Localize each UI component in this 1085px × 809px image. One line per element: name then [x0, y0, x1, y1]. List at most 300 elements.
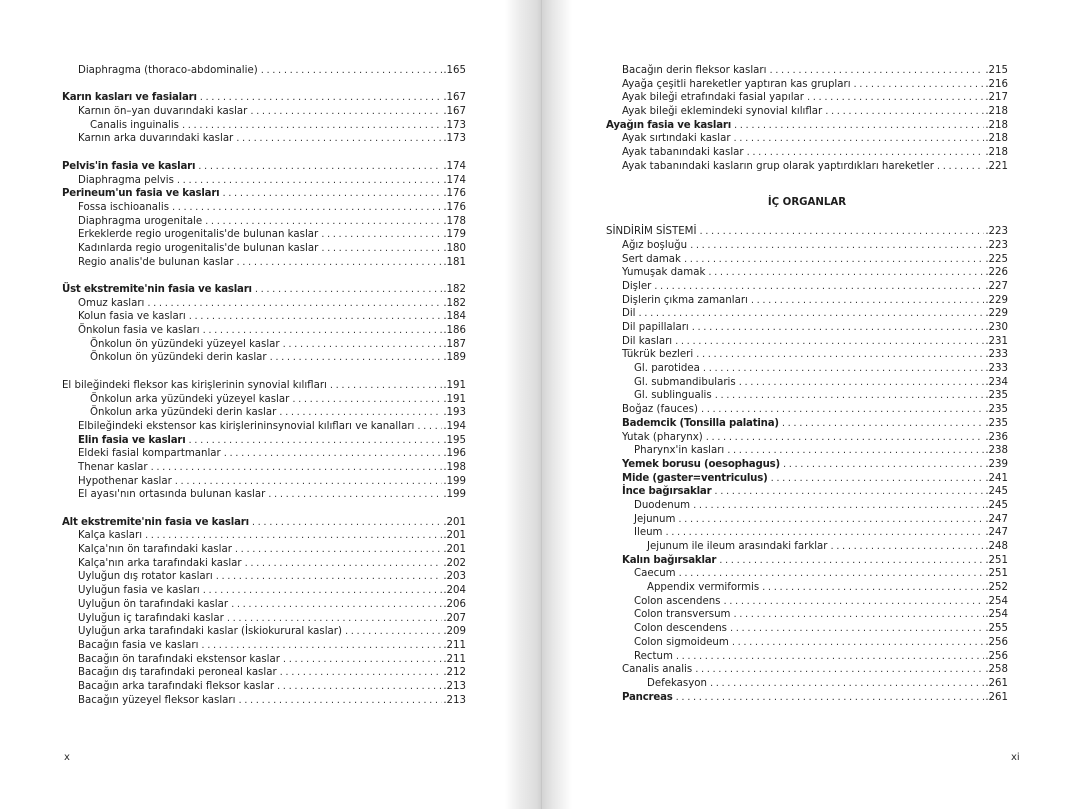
toc-entry-page: .182	[443, 284, 466, 295]
toc-entry-title: Önkolun arka yüzündeki derin kaslar	[90, 407, 277, 419]
toc-entry[interactable]	[606, 146, 1008, 160]
toc-entry-page: .226	[985, 267, 1008, 279]
dot-leader	[733, 608, 984, 622]
toc-entry[interactable]	[62, 174, 466, 188]
toc-entry[interactable]	[62, 215, 466, 229]
toc-entry[interactable]	[606, 253, 1008, 267]
toc-entry-page: .195	[443, 434, 466, 446]
page-number-right: xi	[1011, 752, 1020, 763]
toc-entry-title: Üst ekstremite'nin fasia ve kasları	[62, 284, 252, 295]
toc-entry[interactable]	[606, 362, 1008, 376]
toc-entry-page: .202	[443, 557, 466, 569]
dot-leader	[227, 612, 442, 626]
dot-leader	[715, 389, 985, 403]
toc-entry-page: .218	[985, 119, 1008, 131]
dot-leader	[937, 160, 984, 174]
toc-entry-page: .198	[443, 461, 466, 473]
toc-entry-page: .254	[985, 595, 1008, 607]
toc-entry[interactable]	[62, 297, 466, 311]
toc-entry[interactable]	[606, 677, 1008, 691]
dot-leader	[205, 215, 442, 229]
toc-entry-title: Thenar kaslar	[78, 461, 148, 473]
toc-entry-title: Bacağın arka tarafındaki fleksor kaslar	[78, 680, 275, 692]
dot-leader	[345, 625, 442, 639]
toc-entry-page: .191	[443, 379, 466, 391]
toc-entry-title: Kalça kasları	[78, 530, 143, 542]
toc-entry[interactable]	[606, 132, 1008, 146]
toc-entry[interactable]	[62, 338, 466, 352]
toc-entry[interactable]	[62, 516, 466, 530]
toc-entry[interactable]	[62, 653, 466, 667]
toc-entry[interactable]	[62, 461, 466, 475]
toc-entry[interactable]	[62, 351, 466, 365]
toc-entry-page: .227	[985, 280, 1008, 292]
toc-entry-page: .229	[985, 308, 1008, 320]
toc-entry-page: .216	[985, 78, 1008, 90]
toc-entry-title: Dil	[622, 308, 636, 320]
toc-entry-title: Diaphragma (thoraco-abdominalie)	[78, 65, 258, 76]
toc-entry-title: Karnın ön–yan duvarındaki kaslar	[78, 106, 248, 118]
toc-entry-page: .178	[443, 215, 466, 227]
toc-entry[interactable]	[62, 694, 466, 708]
dot-leader	[175, 475, 443, 489]
toc-entry[interactable]	[62, 584, 466, 598]
toc-entry[interactable]	[606, 119, 1008, 133]
toc-entry-title: Karnın arka duvarındaki kaslar	[78, 133, 234, 145]
toc-entry-title: Dil kasları	[622, 335, 673, 347]
dot-leader	[703, 362, 984, 376]
toc-entry[interactable]	[606, 526, 1008, 540]
dot-leader	[695, 663, 984, 677]
toc-entry[interactable]	[62, 447, 466, 461]
toc-entry[interactable]	[62, 434, 466, 448]
toc-entry-page: .251	[985, 554, 1008, 566]
toc-entry[interactable]	[606, 595, 1008, 609]
toc-entry-title: Pharynx'in kasları	[634, 445, 725, 457]
dot-leader	[330, 379, 442, 393]
toc-entry-title: Uyluğun ön tarafındaki kaslar	[78, 598, 229, 610]
toc-entry-title: Uyluğun arka tarafındaki kaslar (İskiokurural kaslar)	[78, 626, 342, 638]
toc-entry[interactable]	[62, 543, 466, 557]
toc-entry-title: Önkolun ön yüzündeki derin kaslar	[90, 352, 267, 364]
toc-entry-title: Uyluğun iç tarafındaki kaslar	[78, 612, 224, 624]
toc-entry-page: .173	[443, 119, 466, 131]
toc-entry-title: Ayak bileği etrafındaki fasial yapılar	[622, 92, 804, 104]
toc-entry[interactable]	[606, 622, 1008, 636]
dot-leader	[782, 417, 984, 431]
toc-entry-page: .206	[443, 598, 466, 610]
toc-entry[interactable]	[62, 91, 466, 105]
toc-entry[interactable]	[606, 335, 1008, 349]
toc-entry-page: .233	[985, 363, 1008, 375]
dot-leader	[747, 146, 985, 160]
dot-leader	[734, 132, 985, 146]
toc-entry-page: .209	[443, 626, 466, 638]
toc-entry-title: Alt ekstremite'nin fasia ve kasları	[62, 516, 249, 528]
toc-entry-page: .258	[985, 664, 1008, 676]
toc-entry[interactable]	[62, 283, 466, 297]
toc-entry-title: Karın kasları ve fasiaları	[62, 92, 197, 104]
dot-leader	[854, 78, 985, 92]
toc-entry-page: .235	[985, 417, 1008, 429]
toc-entry-title: Kalın bağırsaklar	[622, 554, 717, 566]
toc-entry[interactable]	[606, 348, 1008, 362]
toc-entry[interactable]	[606, 444, 1008, 458]
toc-entry[interactable]	[62, 666, 466, 680]
toc-entry-page: .173	[443, 133, 466, 145]
toc-entry[interactable]	[606, 608, 1008, 622]
toc-entry-page: .193	[443, 407, 466, 419]
toc-entry-title: Tükrük bezleri	[622, 349, 694, 361]
toc-entry[interactable]	[606, 239, 1008, 253]
toc-entry-title: SİNDİRİM SİSTEMİ	[606, 226, 697, 238]
toc-entry-title: Diaphragma urogenitale	[78, 215, 203, 227]
toc-entry-page: .174	[443, 160, 466, 172]
dot-leader	[224, 447, 443, 461]
toc-entry-page: .239	[985, 458, 1008, 470]
toc-entry-page: .215	[985, 65, 1008, 76]
toc-entry-title: Caecum	[634, 568, 676, 580]
dot-leader	[783, 458, 984, 472]
dot-leader	[201, 639, 442, 653]
dot-leader	[238, 694, 442, 708]
dot-leader	[283, 653, 442, 667]
toc-entry[interactable]	[606, 458, 1008, 472]
toc-entry[interactable]	[606, 225, 1008, 239]
dot-leader	[198, 160, 442, 174]
toc-entry-title: El bileğindeki fleksor kas kirişlerinin synovial kılıfları	[62, 379, 327, 391]
toc-right-container	[606, 64, 1008, 704]
toc-entry-title: Appendix vermiformis	[647, 582, 760, 594]
toc-entry-title: Ayağa çeşitli hareketler yaptıran kas grupları	[622, 78, 851, 90]
toc-entry-page: .184	[443, 311, 466, 323]
toc-entry-page: .235	[985, 390, 1008, 402]
toc-entry-title: Colon ascendens	[634, 595, 721, 607]
dot-leader	[250, 105, 442, 119]
toc-entry-page: .213	[443, 680, 466, 692]
toc-entry-page: .248	[985, 541, 1008, 552]
toc-entry[interactable]	[62, 201, 466, 215]
left-page	[0, 0, 542, 809]
toc-entry-title: Sert damak	[622, 253, 681, 265]
toc-entry-page: .256	[985, 636, 1008, 648]
dot-leader	[236, 132, 442, 146]
dot-leader	[678, 513, 984, 527]
dot-leader	[710, 677, 984, 691]
toc-entry-title: Ayak tabanındaki kasların grup olarak yaptırdıkları hareketler	[622, 160, 934, 172]
page-number-left: x	[64, 752, 70, 763]
toc-entry-title: Colon transversum	[634, 609, 731, 621]
dot-leader	[203, 324, 443, 338]
dot-leader	[252, 516, 442, 530]
toc-entry-page: .223	[985, 226, 1008, 238]
toc-entry-title: Bacağın ön tarafındaki ekstensor kaslar	[78, 653, 280, 665]
toc-entry-page: .167	[443, 92, 466, 104]
toc-entry-page: .217	[985, 92, 1008, 104]
toc-entry-page: .255	[985, 623, 1008, 635]
toc-entry-title: Gl. submandibularis	[634, 376, 736, 388]
dot-leader	[734, 119, 984, 133]
toc-entry-page: .211	[443, 639, 466, 651]
dot-leader	[751, 294, 984, 308]
toc-entry[interactable]	[62, 475, 466, 489]
toc-entry[interactable]	[606, 663, 1008, 677]
toc-entry-page: .199	[443, 489, 466, 501]
book-fold	[541, 0, 542, 809]
toc-entry-page: .180	[443, 242, 466, 254]
toc-entry-page: .251	[985, 568, 1008, 580]
toc-entry-title: Dil papillaları	[622, 322, 689, 333]
toc-entry-page: .182	[443, 297, 466, 309]
toc-entry[interactable]	[606, 307, 1008, 321]
toc-entry[interactable]	[606, 389, 1008, 403]
toc-entry-page: .218	[985, 106, 1008, 118]
dot-leader	[665, 526, 984, 540]
toc-entry[interactable]	[62, 324, 466, 338]
toc-entry[interactable]	[62, 379, 466, 393]
dot-leader	[807, 91, 984, 105]
dot-leader	[245, 557, 443, 571]
dot-leader	[189, 310, 443, 324]
dot-leader	[172, 201, 442, 215]
toc-entry-page: .186	[443, 325, 466, 337]
toc-entry-title: Kalça'nın arka tarafındaki kaslar	[78, 557, 242, 569]
toc-entry-title: İnce bağırsaklar	[622, 486, 712, 498]
dot-leader	[654, 280, 984, 294]
toc-entry-page: .218	[985, 147, 1008, 159]
dot-leader	[693, 499, 984, 513]
toc-entry[interactable]	[606, 376, 1008, 390]
toc-entry[interactable]	[606, 485, 1008, 499]
toc-list-right-bottom	[606, 225, 1008, 704]
toc-entry[interactable]	[62, 529, 466, 543]
toc-entry[interactable]	[62, 119, 466, 133]
toc-entry-title: Pancreas	[622, 691, 673, 703]
toc-entry-title: Dişler	[622, 280, 652, 292]
dot-leader	[268, 488, 442, 502]
dot-leader	[699, 225, 984, 239]
toc-entry-title: Duodenum	[634, 499, 691, 511]
toc-entry-page: .256	[985, 650, 1008, 662]
toc-entry-title: Fossa ischioanalis	[78, 201, 169, 213]
toc-entry-title: Gl. parotidea	[634, 363, 700, 375]
toc-entry-page: .201	[443, 544, 466, 556]
toc-entry-page: .245	[985, 499, 1008, 511]
toc-entry-title: El ayası'nın ortasında bulunan kaslar	[78, 489, 266, 501]
toc-entry-title: Colon sigmoideum	[634, 636, 729, 648]
dot-leader	[277, 680, 442, 694]
toc-entry[interactable]	[606, 403, 1008, 417]
toc-entry[interactable]	[606, 417, 1008, 431]
toc-entry[interactable]	[606, 691, 1008, 705]
toc-entry-page: .189	[443, 352, 466, 364]
toc-entry[interactable]	[62, 242, 466, 256]
dot-leader	[696, 348, 984, 362]
toc-entry-title: Colon descendens	[634, 623, 727, 635]
toc-entry-page: .213	[443, 694, 466, 706]
toc-entry[interactable]	[62, 570, 466, 584]
toc-entry[interactable]	[62, 64, 466, 78]
dot-leader	[283, 338, 443, 352]
toc-entry[interactable]	[606, 91, 1008, 105]
dot-leader	[771, 472, 985, 486]
toc-entry-page: .218	[985, 133, 1008, 145]
toc-entry-title: Dişlerin çıkma zamanları	[622, 294, 748, 306]
toc-entry[interactable]	[62, 680, 466, 694]
toc-entry-page: .247	[985, 513, 1008, 525]
toc-entry-page: .211	[443, 653, 466, 665]
toc-entry-page: .191	[443, 393, 466, 405]
toc-entry-title: Yutak (pharynx)	[622, 431, 703, 443]
toc-entry-title: Ayak tabanındaki kaslar	[622, 147, 744, 159]
dot-leader	[216, 570, 443, 584]
toc-entry-page: .223	[985, 239, 1008, 251]
toc-entry-page: .261	[985, 677, 1008, 689]
toc-entry[interactable]	[62, 406, 466, 420]
toc-entry-title: Eldeki fasial kompartmanlar	[78, 448, 221, 460]
toc-list-left	[62, 64, 466, 707]
toc-entry-page: .241	[985, 472, 1008, 484]
toc-entry-title: Ayak sırtındaki kaslar	[622, 133, 731, 145]
toc-entry-page: .203	[443, 571, 466, 583]
toc-entry[interactable]	[606, 280, 1008, 294]
toc-entry[interactable]	[606, 160, 1008, 174]
right-page	[542, 0, 1085, 809]
toc-entry[interactable]	[62, 310, 466, 324]
toc-entry-page: .247	[985, 527, 1008, 539]
toc-entry-page: .199	[443, 475, 466, 487]
toc-entry[interactable]	[62, 625, 466, 639]
dot-leader	[830, 540, 984, 554]
dot-leader	[151, 461, 443, 475]
toc-entry[interactable]	[62, 160, 466, 174]
toc-entry[interactable]	[606, 636, 1008, 650]
dot-leader	[200, 91, 443, 105]
toc-entry[interactable]	[62, 612, 466, 626]
dot-leader	[825, 105, 984, 119]
dot-leader	[684, 253, 984, 267]
toc-entry[interactable]	[606, 266, 1008, 280]
toc-entry[interactable]	[606, 581, 1008, 595]
toc-entry-title: Uyluğun fasia ve kasları	[78, 585, 200, 597]
toc-entry[interactable]	[606, 554, 1008, 568]
section-heading: İÇ ORGANLAR	[767, 196, 847, 208]
toc-entry-page: .221	[985, 160, 1008, 172]
toc-entry[interactable]	[606, 431, 1008, 445]
toc-entry-title: Yemek borusu (oesophagus)	[622, 458, 780, 470]
dot-leader	[145, 529, 442, 543]
toc-entry[interactable]	[62, 420, 466, 434]
gutter-shadow-right	[542, 0, 572, 809]
toc-entry-title: Mide (gaster=ventriculus)	[622, 472, 768, 484]
dot-leader	[701, 403, 984, 417]
toc-entry-title: Diaphragma pelvis	[78, 174, 174, 186]
toc-entry[interactable]	[62, 132, 466, 146]
toc-entry-page: .176	[443, 188, 466, 200]
toc-entry[interactable]	[606, 294, 1008, 308]
dot-leader	[769, 64, 984, 78]
toc-entry[interactable]	[606, 567, 1008, 581]
toc-entry-title: Defekasyon	[647, 677, 707, 689]
toc-entry-page: .230	[985, 322, 1008, 333]
dot-leader	[727, 444, 984, 458]
toc-entry[interactable]	[62, 393, 466, 407]
toc-entry-title: Gl. sublingualis	[634, 390, 712, 402]
toc-entry-page: .235	[985, 404, 1008, 416]
toc-entry[interactable]	[62, 557, 466, 571]
toc-entry-title: Önkolun ön yüzündeki yüzeyel kaslar	[90, 338, 280, 350]
toc-entry[interactable]	[606, 105, 1008, 119]
toc-entry-title: Önkolun fasia ve kasları	[78, 325, 200, 337]
dot-leader	[676, 650, 984, 664]
dot-leader	[675, 335, 984, 349]
toc-entry[interactable]	[606, 540, 1008, 554]
toc-entry-page: .201	[443, 516, 466, 528]
dot-leader	[714, 485, 984, 499]
toc-entry-title: Kolun fasia ve kasları	[78, 311, 186, 323]
dot-leader	[676, 691, 985, 705]
toc-entry[interactable]	[606, 513, 1008, 527]
dot-leader	[255, 283, 442, 297]
toc-entry-page: .167	[443, 106, 466, 118]
toc-entry[interactable]	[62, 488, 466, 502]
toc-entry-title: Yumuşak damak	[622, 267, 706, 279]
toc-entry-title: Regio analis'de bulunan kaslar	[78, 256, 234, 268]
toc-entry-title: Bacağın yüzeyel fleksor kasları	[78, 694, 236, 706]
toc-entry-page: .234	[985, 376, 1008, 388]
toc-entry[interactable]	[62, 228, 466, 242]
toc-entry[interactable]	[62, 598, 466, 612]
dot-leader	[270, 351, 443, 365]
dot-leader	[706, 431, 985, 445]
toc-entry-title: Bacağın derin fleksor kasları	[622, 65, 767, 76]
dot-leader	[730, 622, 984, 636]
dot-leader	[235, 543, 442, 557]
dot-leader	[690, 239, 984, 253]
toc-entry[interactable]	[606, 321, 1008, 335]
toc-entry-page: .204	[443, 585, 466, 597]
dot-leader	[692, 321, 985, 335]
toc-entry[interactable]	[606, 499, 1008, 513]
dot-leader	[280, 666, 443, 680]
toc-entry-page: .176	[443, 201, 466, 213]
toc-entry[interactable]	[606, 64, 1008, 78]
toc-entry-title: Uyluğun dış rotator kasları	[78, 571, 213, 583]
dot-leader	[292, 393, 442, 407]
toc-entry[interactable]	[62, 105, 466, 119]
toc-entry-title: Hypothenar kaslar	[78, 475, 172, 487]
toc-entry-page: .187	[443, 338, 466, 350]
toc-entry-title: Bacağın dış tarafındaki peroneal kaslar	[78, 667, 277, 679]
toc-entry-title: Kalça'nın ön tarafındaki kaslar	[78, 544, 232, 556]
toc-entry-title: Bademcik (Tonsilla palatina)	[622, 417, 779, 429]
dot-leader	[417, 420, 442, 434]
toc-entry[interactable]	[606, 472, 1008, 486]
toc-entry[interactable]	[606, 78, 1008, 92]
toc-entry[interactable]	[62, 639, 466, 653]
toc-entry-title: Boğaz (fauces)	[622, 404, 698, 416]
toc-entry[interactable]	[62, 256, 466, 270]
dot-leader	[203, 584, 443, 598]
toc-entry-title: Erkeklerde regio urogenitalis'de bulunan kaslar	[78, 229, 319, 241]
toc-entry-title: Pelvis'in fasia ve kasları	[62, 160, 196, 172]
toc-entry-page: .165	[443, 65, 466, 76]
toc-entry[interactable]	[606, 650, 1008, 664]
dot-leader	[639, 307, 985, 321]
dot-leader	[261, 64, 443, 78]
toc-entry[interactable]	[62, 187, 466, 201]
dot-leader	[732, 636, 985, 650]
